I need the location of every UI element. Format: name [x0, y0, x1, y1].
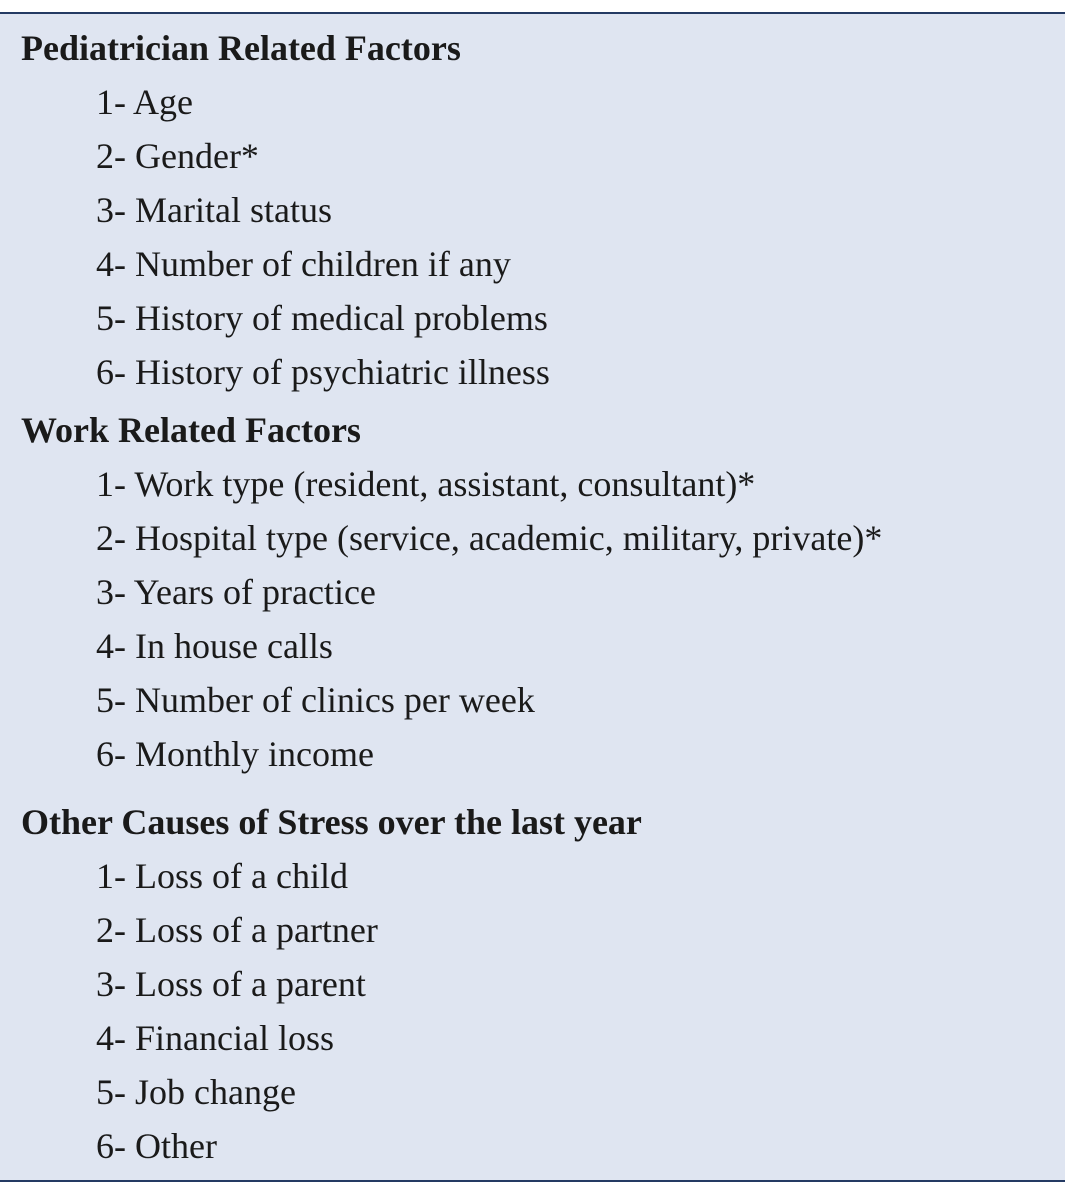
list-item: 2- Loss of a partner — [96, 910, 378, 950]
list-item: 4- Number of children if any — [96, 244, 511, 284]
list-item: 4- Financial loss — [96, 1018, 334, 1058]
list-item: 1- Age — [96, 82, 193, 122]
list-item: 4- In house calls — [96, 626, 333, 666]
list-item: 5- Number of clinics per week — [96, 680, 535, 720]
cropped-caption-fragment — [0, 1188, 1069, 1197]
list-item: 2- Gender* — [96, 136, 259, 176]
list-item: 6- Monthly income — [96, 734, 374, 774]
list-item: 3- Years of practice — [96, 572, 376, 612]
list-item: 6- History of psychiatric illness — [96, 352, 550, 392]
list-item: 3- Marital status — [96, 190, 332, 230]
list-item: 1- Work type (resident, assistant, consultant)* — [96, 464, 756, 504]
list-item: 3- Loss of a parent — [96, 964, 366, 1004]
list-item: 2- Hospital type (service, academic, military, private)* — [96, 518, 883, 558]
section-title: Other Causes of Stress over the last year — [21, 802, 642, 842]
section-title: Work Related Factors — [21, 410, 361, 450]
factors-table — [0, 12, 1065, 1182]
list-item: 6- Other — [96, 1126, 217, 1166]
list-item: 5- History of medical problems — [96, 298, 548, 338]
section-title: Pediatrician Related Factors — [21, 28, 461, 68]
list-item: 5- Job change — [96, 1072, 296, 1112]
list-item: 1- Loss of a child — [96, 856, 348, 896]
